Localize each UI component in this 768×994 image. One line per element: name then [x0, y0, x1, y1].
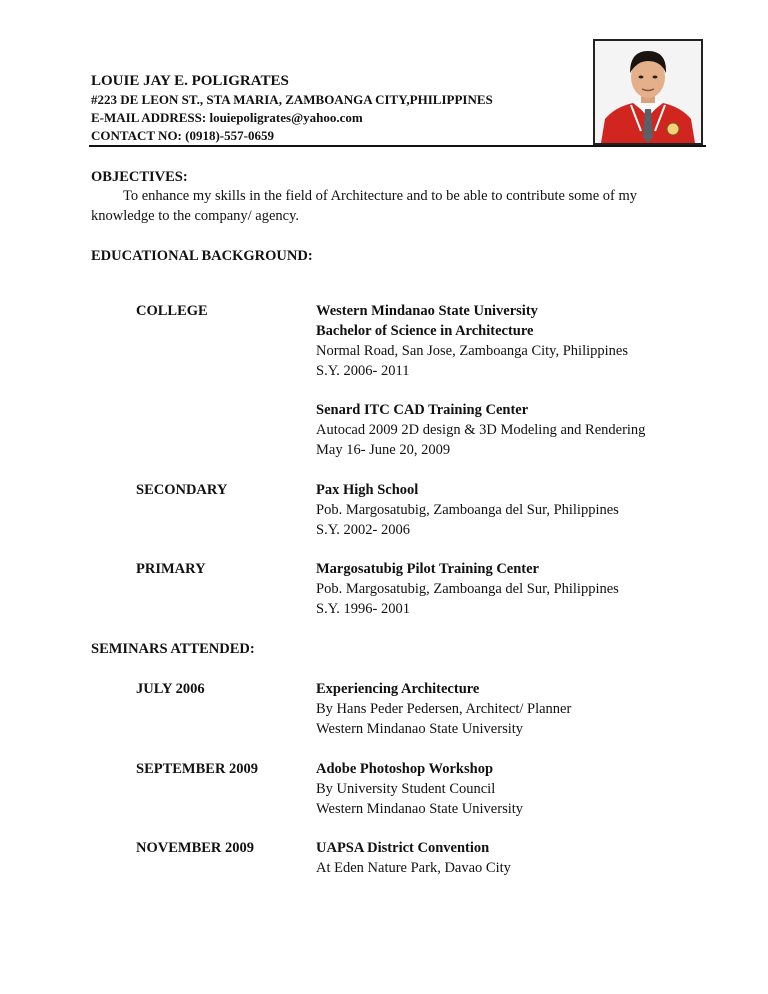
seminar-title: Experiencing Architecture [316, 681, 480, 697]
secondary-label: SECONDARY [136, 482, 228, 498]
primary-years: S.Y. 1996- 2001 [316, 601, 410, 617]
secondary-entry [316, 480, 716, 540]
seminar-title: Adobe Photoshop Workshop [316, 761, 494, 777]
education-heading: EDUCATIONAL BACKGROUND: [91, 248, 313, 264]
seminar-entry [316, 679, 716, 739]
address-line: #223 DE LEON ST., STA MARIA, ZAMBOANGA CITY,PHILIPPINES [91, 92, 493, 107]
seminar-date: SEPTEMBER 2009 [136, 761, 259, 777]
primary-entry [316, 559, 716, 619]
seminar-venue: At Eden Nature Park, Davao City [316, 860, 511, 876]
primary-school: Margosatubig Pilot Training Center [316, 561, 539, 577]
secondary-address: Pob. Margosatubig, Zamboanga del Sur, Philippines [316, 502, 619, 518]
seminar-organizer: By University Student Council [316, 781, 496, 797]
portrait-illustration [595, 41, 701, 143]
seminar-venue: Western Mindanao State University [316, 801, 524, 817]
header-divider [89, 145, 706, 147]
college-school: Western Mindanao State University [316, 303, 538, 319]
college-label: COLLEGE [136, 303, 208, 319]
training-course: Autocad 2009 2D design & 3D Modeling and Rendering [316, 422, 646, 438]
college-years: S.Y. 2006- 2011 [316, 363, 410, 379]
college-address: Normal Road, San Jose, Zamboanga City, Philippines [316, 343, 628, 359]
objectives-heading: OBJECTIVES: [91, 169, 188, 185]
college-entry [316, 301, 716, 381]
college-degree: Bachelor of Science in Architecture [316, 323, 534, 339]
seminar-title: UAPSA District Convention [316, 840, 490, 856]
applicant-photo [593, 39, 703, 145]
training-center: Senard ITC CAD Training Center [316, 402, 529, 418]
primary-address: Pob. Margosatubig, Zamboanga del Sur, Philippines [316, 581, 619, 597]
contact-line: CONTACT NO: (0918)-557-0659 [91, 128, 274, 143]
applicant-name: LOUIE JAY E. POLIGRATES [91, 73, 289, 89]
seminar-entry [316, 759, 716, 819]
secondary-years: S.Y. 2002- 2006 [316, 522, 410, 538]
seminar-date: NOVEMBER 2009 [136, 840, 255, 856]
seminar-entry [316, 838, 716, 878]
primary-label: PRIMARY [136, 561, 206, 577]
contact-header [91, 71, 611, 145]
email-line: E-MAIL ADDRESS: louiepoligrates@yahoo.com [91, 110, 363, 125]
objectives-text: To enhance my skills in the field of Architecture and to be able to contribute some of my knowledge to the company/ agency. [91, 188, 637, 224]
secondary-school: Pax High School [316, 482, 419, 498]
training-entry [316, 400, 716, 460]
seminar-venue: Western Mindanao State University [316, 721, 524, 737]
seminar-date: JULY 2006 [136, 681, 205, 697]
seminars-heading: SEMINARS ATTENDED: [91, 641, 255, 657]
seminar-speaker: By Hans Peder Pedersen, Architect/ Planner [316, 701, 572, 717]
training-dates: May 16- June 20, 2009 [316, 442, 451, 458]
